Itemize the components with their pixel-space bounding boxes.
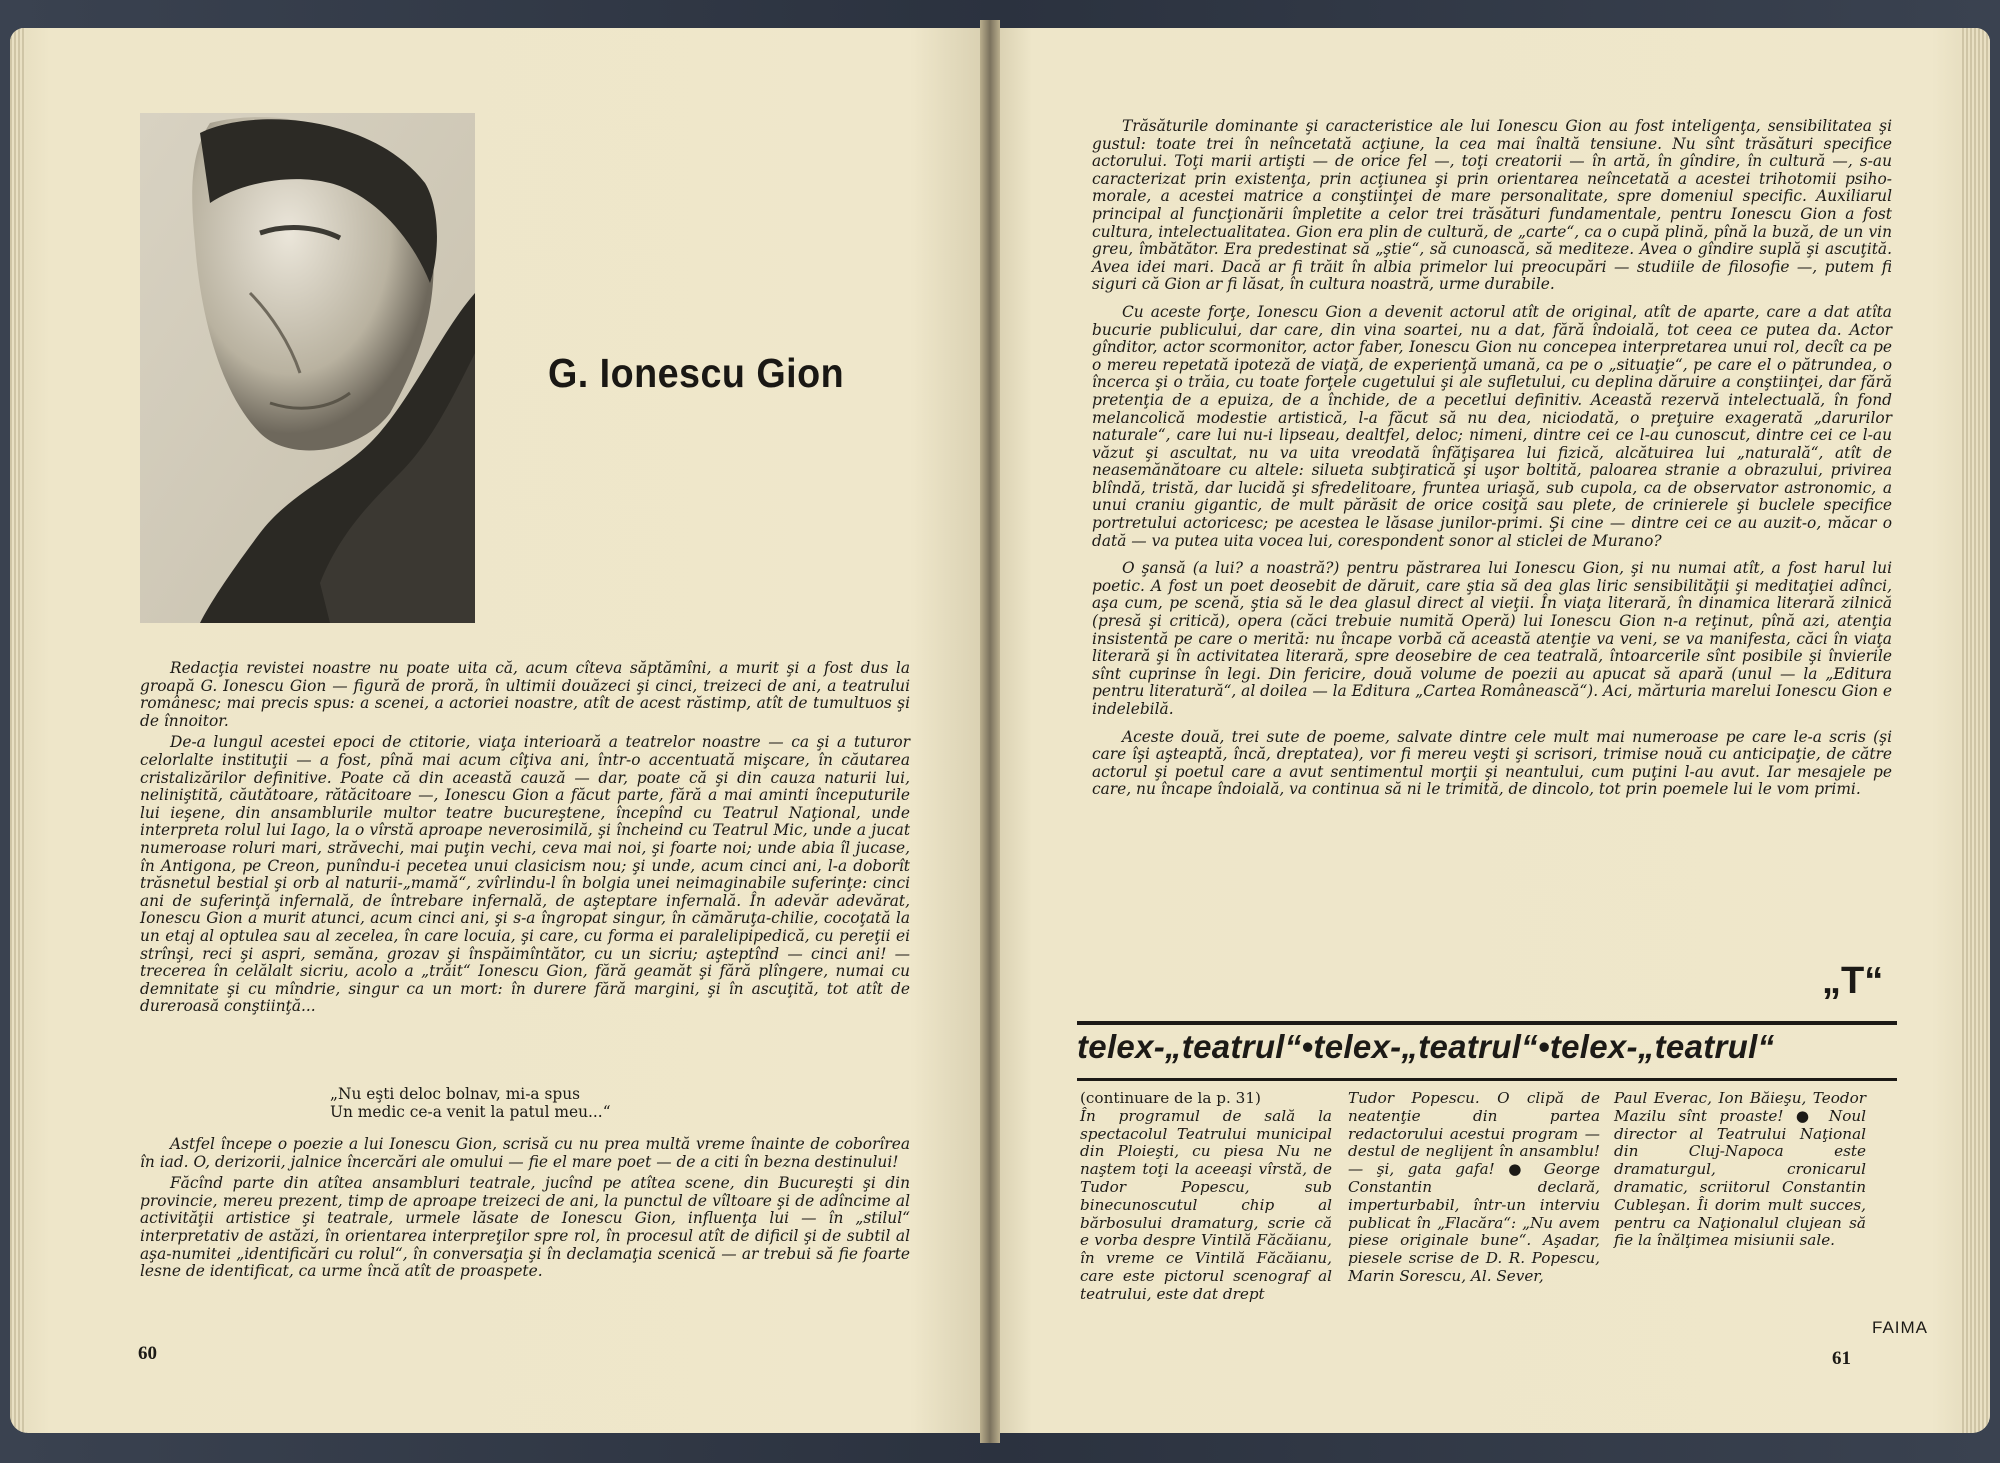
poem-quote	[330, 1086, 730, 1121]
page-number-right: 61	[1832, 1348, 1851, 1369]
column-text: Tudor Popescu. O clipă de neatenţie din partea redactorului acestui program — destul de neglijent în ansamblu! — şi, gata gafa! ● George Constantin declară, imperturbabil, într-un interviu publicat în „Flacăra“: „Nu avem piese originale bune“. Aşadar, piesele scrise de D. R. Popescu, Marin Sorescu, Al. Sever,	[1348, 1089, 1600, 1285]
right-page	[992, 28, 1990, 1433]
portrait-photo	[140, 113, 475, 623]
news-column-3	[1614, 1090, 1866, 1250]
poem-line: Un medic ce-a venit la patul meu...“	[330, 1102, 611, 1121]
column-text: Paul Everac, Ion Băieşu, Teodor Mazilu sînt proaste! ● Noul director al Teatrului Naţional din Cluj-Napoca este dramaturgul, cronicarul dramatic, scriitorul Constantin Cubleşan. Îi dorim mult succes, pentru ca Naţionalul clujean să fie la înălţimea misiunii sale.	[1614, 1089, 1866, 1250]
banner-rule-bottom	[1077, 1078, 1897, 1081]
body-paragraph: Cu aceste forţe, Ionescu Gion a devenit actorul atît de original, atît de aparte, care a dat atîta bucurie publicului, dar care, din vina soartei, nu a dat, fără îndoială, tot ceea ce putea da. Actor gînditor, actor scormonitor, actor faber, Ionescu Gion nu concepea interpretarea unui rol, decît ca pe o mereu repetată ipoteză de viaţă, de experienţă umană, ca pe o „situaţie“, pe care el o pătrundea, o încerca şi o trăia, cu toate forţele cugetului şi ale sufletului, cu deplina dăruire a conştiinţei, dar fără pretenţia de a epuiza, de a închide, de a pecetlui definitiv. Această rezervă intelectuală, în fond melancolică modestie artistică, l-a făcut să nu dea, niciodată, o preţuire exagerată „darurilor naturale“, care lui nu-i lipseau, dealtfel, deloc; nimeni, dintre cei ce l-au cunoscut, dintre cei ce l-au văzut şi ascultat, nu va uita vreodată înfăţişarea lui fizică, alcătuirea lui „naturală“, atît de neasemănătoare cu altele: silueta subţiratică şi uşor boltită, paloarea stranie a obrazului, privirea blîndă, tristă, dar lucidă şi sfredelitoare, fruntea uriaşă, sub cupola, ca de observator astronomic, a unui craniu gigantic, de mult părăsit de orice cosiţă sau plete, de crinierele şi buclele specifice portretului actoricesc; pe acestea le lăsase junilor-primi. Şi cine — dintre cei ce au auzit-o, măcar o dată — va putea uita vocea lui, corespondent sonor al sticlei de Murano?	[1092, 302, 1892, 550]
body-paragraph: Aceste două, trei sute de poeme, salvate dintre cele mult mai numeroase pe care le-a scris (şi care îşi aşteaptă, încă, dreptatea), vor fi mereu veşti şi scrisori, trimise nouă cu anticipaţie, de către actorul şi poetul care a avut sentimentul morţii şi neantului, cum puţini l-au avut. Iar mesajele pe care, nu încape îndoială, va continua să ni le trimită, de dincolo, tot prin poemele lui le vom primi.	[1092, 727, 1892, 799]
body-paragraph: Trăsăturile dominante şi caracteristice ale lui Ionescu Gion au fost inteligenţa, sensibilitatea şi gustul: toate trei în neîncetată acţiune, la cea mai înaltă tensiune. Nu sînt trăsături specifice actorului. Toţi marii artişti — de orice fel —, toţi creatorii — în artă, în gîndire, în cultură —, s-au caracterizat prin existenţa, prin acţiunea şi prin orientarea neîncetată a acestei trihotomii psiho-morale, a acestei matrice a conştiinţei de mare personalitate, spre domeniul specific. Auxiliarul principal al funcţionării împletite a celor trei trăsături fundamentale, pentru Ionescu Gion a fost cultura, intelectualitatea. Gion era plin de cultură, de „carte“, ca o cupă plină, pînă la buză, de un vin greu, îmbătător. Era predestinat să „ştie“, să cunoască, să mediteze. Avea o gîndire suplă şi ascuţită. Avea idei mari. Dacă ar fi trăit în albia primelor lui preocupări — studiile de filosofie —, putem fi siguri că Gion ar fi lăsat, în cultura noastră, urme durabile.	[1092, 117, 1892, 294]
column-text: În programul de sală la spectacolul Teatrului municipal din Ploieşti, cu piesa Nu ne naştem toţi la aceeaşi vîrstă, de Tudor Popescu, sub binecunoscutul chip al bărbosului dramaturg, scrie că e vorba despre Vintilă Făcăianu, în vreme ce Vintilă Făcăianu, care este pictorul scenograf al teatrului, este dat drept	[1080, 1106, 1332, 1303]
intro-paragraph: Redacţia revistei noastre nu poate uita că, acum cîteva săptămîni, a murit şi a fost dus la groapă G. Ionescu Gion — figură de proră, în ultimii douăzeci şi cinci, treizeci de ani, a teatrului românesc; mai precis spus: a scenei, a actoriei noastre, atît de acest răstimp, atît de tumultuos şi de înnoitor.	[140, 659, 910, 730]
body-paragraph: Astfel începe o poezie a lui Ionescu Gion, scrisă cu nu prea multă vreme înainte de coborîrea în iad. O, derizorii, jalnice încercări ale omului — fie el mare poet — de a citi în bezna destinului!	[140, 1135, 910, 1171]
left-article-body	[140, 660, 910, 1020]
left-article-body-continued	[140, 1136, 910, 1285]
page-number-left: 60	[138, 1343, 157, 1364]
book-gutter	[980, 20, 1000, 1443]
news-column-1	[1080, 1090, 1332, 1304]
article-title: G. Ionescu Gion	[548, 350, 845, 396]
news-column-2	[1348, 1090, 1600, 1286]
page-edges-right	[1960, 28, 1990, 1433]
continuation-note: (continuare de la p. 31)	[1080, 1089, 1261, 1107]
banner-rule-top	[1077, 1021, 1897, 1025]
page-edges-left	[10, 28, 26, 1433]
body-paragraph: O şansă (a lui? a noastră?) pentru păstrarea lui Ionescu Gion, şi nu numai atît, a fost harul lui poetic. A fost un poet deosebit de dăruit, care ştia să dea glas liric sensibilităţii şi meditaţiei adînci, aşa cum, pe scenă, ştia să le dea glasul direct al vieţii. În viaţa literară, în dinamica literară zilnică (presă şi critică), opera (căci trebuie numită Operă) lui Ionescu Gion n-a reţinut, pînă azi, atenţia insistentă pe care o merită: nu încape vorbă că această atenţie va veni, se va manifesta, căci în viaţa literară şi în activitatea literară, spre deosebire de cea teatrală, întoarcerile sînt posibile şi învierile sînt cuprinse în legi. Din fericire, două volume de poezii au apucat să apară (unul — la „Editura pentru literatură“, al doilea — la Editura „Cartea Românească“). Aci, mărturia marelui Ionescu Gion e indelebilă.	[1092, 559, 1892, 718]
body-paragraph: Făcînd parte din atîtea ansambluri teatrale, jucînd pe atîtea scene, din Bucureşti şi din provincie, mereu prezent, timp de aproape treizeci de ani, la punctul de vîltoare şi de adîncime al activităţii artistice şi teatrale, urmele lăsate de Ionescu Gion, influenţa lui — în „stilul“ interpretativ de astăzi, în orientarea interpreţilor spre rol, în procesul atît de dificil şi de subtil al aşa-numitei „identificări cu rolul“, în conversaţia şi în declamaţia scenică — ar trebui să fie foarte lesne de identificat, ca urme încă atît de proaspete.	[140, 1174, 910, 1281]
signature: FAIMA	[1872, 1318, 1929, 1337]
telex-banner: telex-„teatrul“•telex-„teatrul“•telex-„teatrul“	[1077, 1028, 1775, 1065]
right-article-body	[1092, 118, 1892, 809]
body-paragraph: De-a lungul acestei epoci de ctitorie, viaţa interioară a teatrelor noastre — ca şi a tuturor celorlalte instituţii — a fost, pînă mai acum cîţiva ani, într-o accentuată mişcare, în căutarea cristalizărilor definitive. Poate că din această cauză — dar, poate că şi din cauza naturii lui, neliniştită, căutătoare, rătăcitoare —, Ionescu Gion a făcut parte, fără a mai aminti începuturile lui ieşene, din ansamblurile multor teatre bucureştene, începînd cu Teatrul Naţional, unde interpreta rolul lui Iago, la o vîrstă aproape neverosimilă, şi încheind cu Teatrul Mic, unde a jucat numeroase roluri mari, străvechi, mai puţin vechi, ceva mai noi, şi foarte noi; unde abia îl jucase, în Antigona, pe Creon, punîndu-i pecetea unui clasicism nou; şi unde, acum cinci ani, l-a doborît trăsnetul bestial şi orb al naturii-„mamă“, zvîrlindu-l în bolgia unei neimaginabile suferinţe: cinci ani de suferinţă infernală, de întrebare infernală, de aşteptare infernală. În adevăr adevărat, Ionescu Gion a murit atunci, acum cinci ani, şi s-a îngropat singur, în cămăruţa-chilie, cocoţată la un etaj al optulea sau al zecelea, în care locuia, şi care, cu forma ei paralelipipedică, cu pereţii ei strînşi, reci şi aspri, semăna, grozav şi înspăimîntător, cu un sicriu; aşteptînd — cinci ani! — trecerea în celălalt sicriu, acolo a „trăit“ Ionescu Gion, fără geamăt şi fără plîngere, numai cu demnitate şi cu mîndrie, singur ca un mort: în durere fără margini, şi în ascuţită, tot atît de dureroasă conştiinţă...	[140, 733, 910, 1016]
section-mark: „T“	[1822, 960, 1884, 1002]
poem-line: „Nu eşti deloc bolnav, mi-a spus	[330, 1085, 581, 1103]
left-page	[10, 28, 988, 1433]
